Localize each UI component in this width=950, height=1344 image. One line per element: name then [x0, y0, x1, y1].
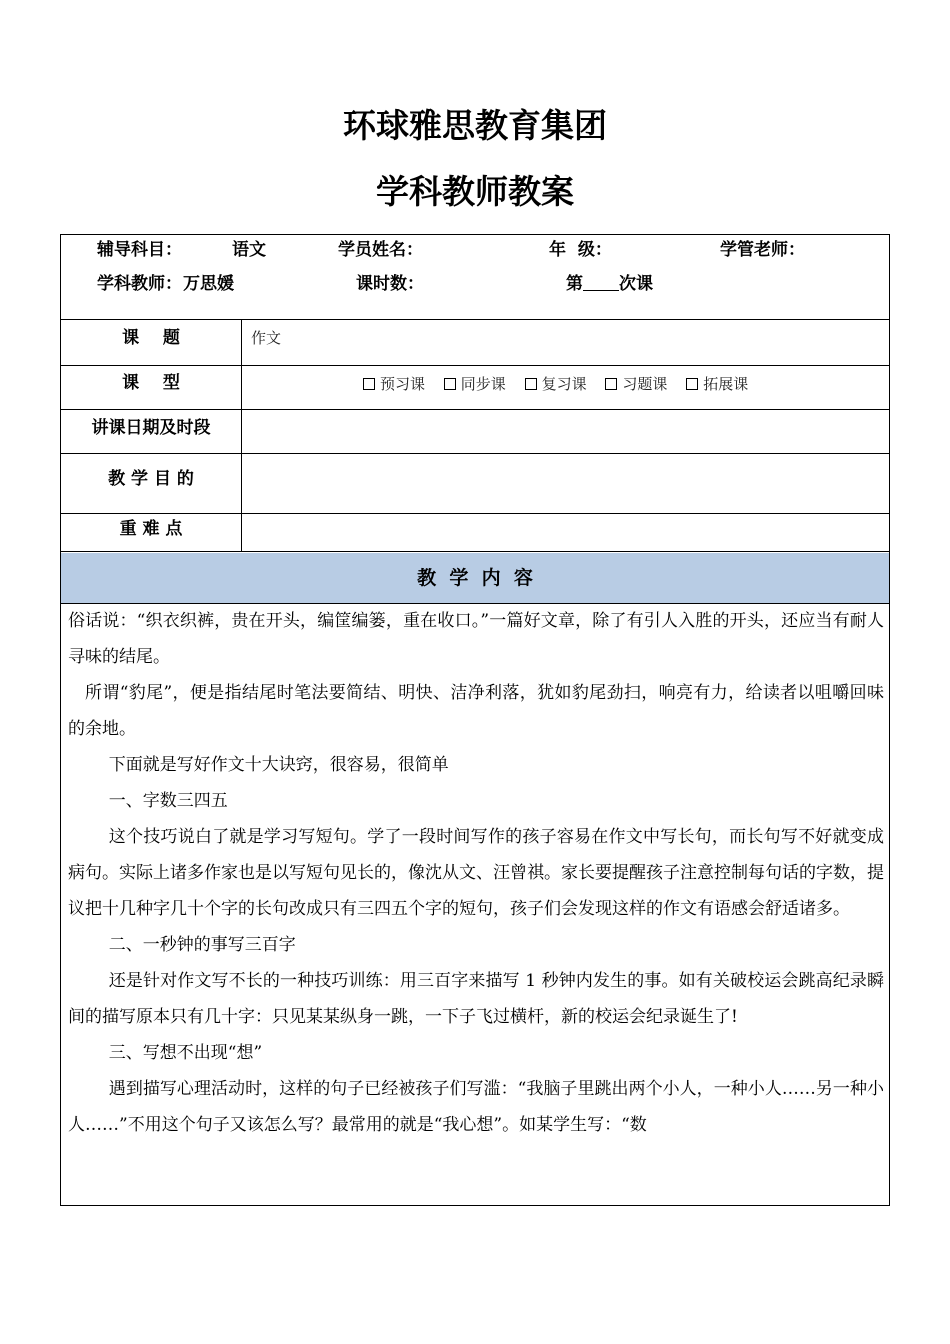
lesson-blank [583, 274, 619, 291]
checkbox-icon[interactable] [444, 378, 456, 390]
checkbox-icon[interactable] [686, 378, 698, 390]
checkbox-icon[interactable] [363, 378, 375, 390]
section-title: 教 学 内 容 [417, 567, 533, 589]
hours-label: 课时数： [356, 274, 424, 294]
rule [61, 319, 889, 320]
type-option-sync[interactable]: 同步课 [444, 375, 506, 393]
rule [61, 409, 889, 410]
rule [61, 551, 889, 552]
type-option-exercise[interactable]: 习题课 [605, 375, 667, 393]
content-paragraph: 这个技巧说白了就是学习写短句。学了一段时间写作的孩子容易在作文中写长句，而长句写不好就变成病句。实际上诸多作家也是以写短句见长的，像沈从文、汪曾祺。家长要提醒孩子注意控制每句话的字数，提议把十几种字几十个字的长句改成只有三四五个字的短句，孩子们会发现这样的作文有语感会舒适诸多。 [68, 827, 884, 919]
content-paragraph: 遇到描写心理活动时，这样的句子已经被孩子们写滥：“我脑子里跳出两个小人，一种小人……另一种小人……”不用这个句子又该怎么写？最常用的就是“我心想”。如某学生写：“数 [68, 1079, 884, 1135]
rule [61, 513, 889, 514]
content-paragraph: 下面就是写好作文十大诀窍，很容易，很简单 [108, 755, 449, 775]
date-label: 讲课日期及时段 [91, 418, 211, 438]
content-paragraph: 所谓“豹尾”，便是指结尾时笔法要简结、明快、洁净利落，犹如豹尾劲扫，响亮有力，给读者以咀嚼回味的余地。 [68, 683, 884, 739]
goal-label: 教 学 目 的 [108, 469, 194, 489]
section-header [61, 553, 889, 604]
teacher-value: 万思媛 [183, 274, 234, 294]
checkbox-icon[interactable] [525, 378, 537, 390]
manager-label: 学管老师： [720, 240, 805, 260]
student-label: 学员姓名： [338, 240, 423, 260]
content-heading: 三、写想不出现“想” [108, 1043, 263, 1063]
lesson-number [566, 273, 653, 295]
lesson-prefix: 第 [566, 274, 583, 294]
content-paragraph: 还是针对作文写不长的一种技巧训练：用三百字来描写 1 秒钟内发生的事。如有关破校运会跳高纪录瞬间的描写原本只有几十字：只见某某纵身一跳，一下子飞过横杆，新的校运会纪录诞生了! [68, 971, 884, 1027]
key-points-label: 重 难 点 [119, 519, 183, 539]
subject-value: 语文 [232, 240, 266, 260]
type-option-review[interactable]: 复习课 [525, 375, 587, 393]
content-paragraph: 俗话说：“织衣织裤，贵在开头，编筐编篓，重在收口。”一篇好文章，除了有引人入胜的开头，还应当有耐人寻味的结尾。 [68, 611, 884, 667]
rule [61, 453, 889, 454]
checkbox-icon[interactable] [605, 378, 617, 390]
teaching-content [68, 603, 884, 1143]
topic-value: 作文 [251, 329, 282, 347]
topic-label: 课 题 [122, 328, 180, 348]
type-label: 课 型 [122, 373, 180, 393]
subject-label: 辅导科目： [97, 240, 182, 260]
grade-label: 年 级： [549, 240, 612, 260]
type-option-preview[interactable]: 预习课 [363, 375, 425, 393]
content-heading: 二、一秒钟的事写三百字 [108, 935, 296, 955]
content-heading: 一、字数三四五 [108, 791, 228, 811]
doc-title: 学科教师教案 [376, 172, 574, 211]
column-divider [241, 319, 242, 551]
rule [61, 365, 889, 366]
org-title: 环球雅思教育集团 [343, 106, 607, 145]
lesson-suffix: 次课 [619, 274, 653, 294]
type-option-extension[interactable]: 拓展课 [686, 375, 748, 393]
lesson-plan-table [60, 234, 890, 1206]
lesson-type-options [363, 374, 762, 394]
teacher-label: 学科教师： [97, 274, 182, 294]
